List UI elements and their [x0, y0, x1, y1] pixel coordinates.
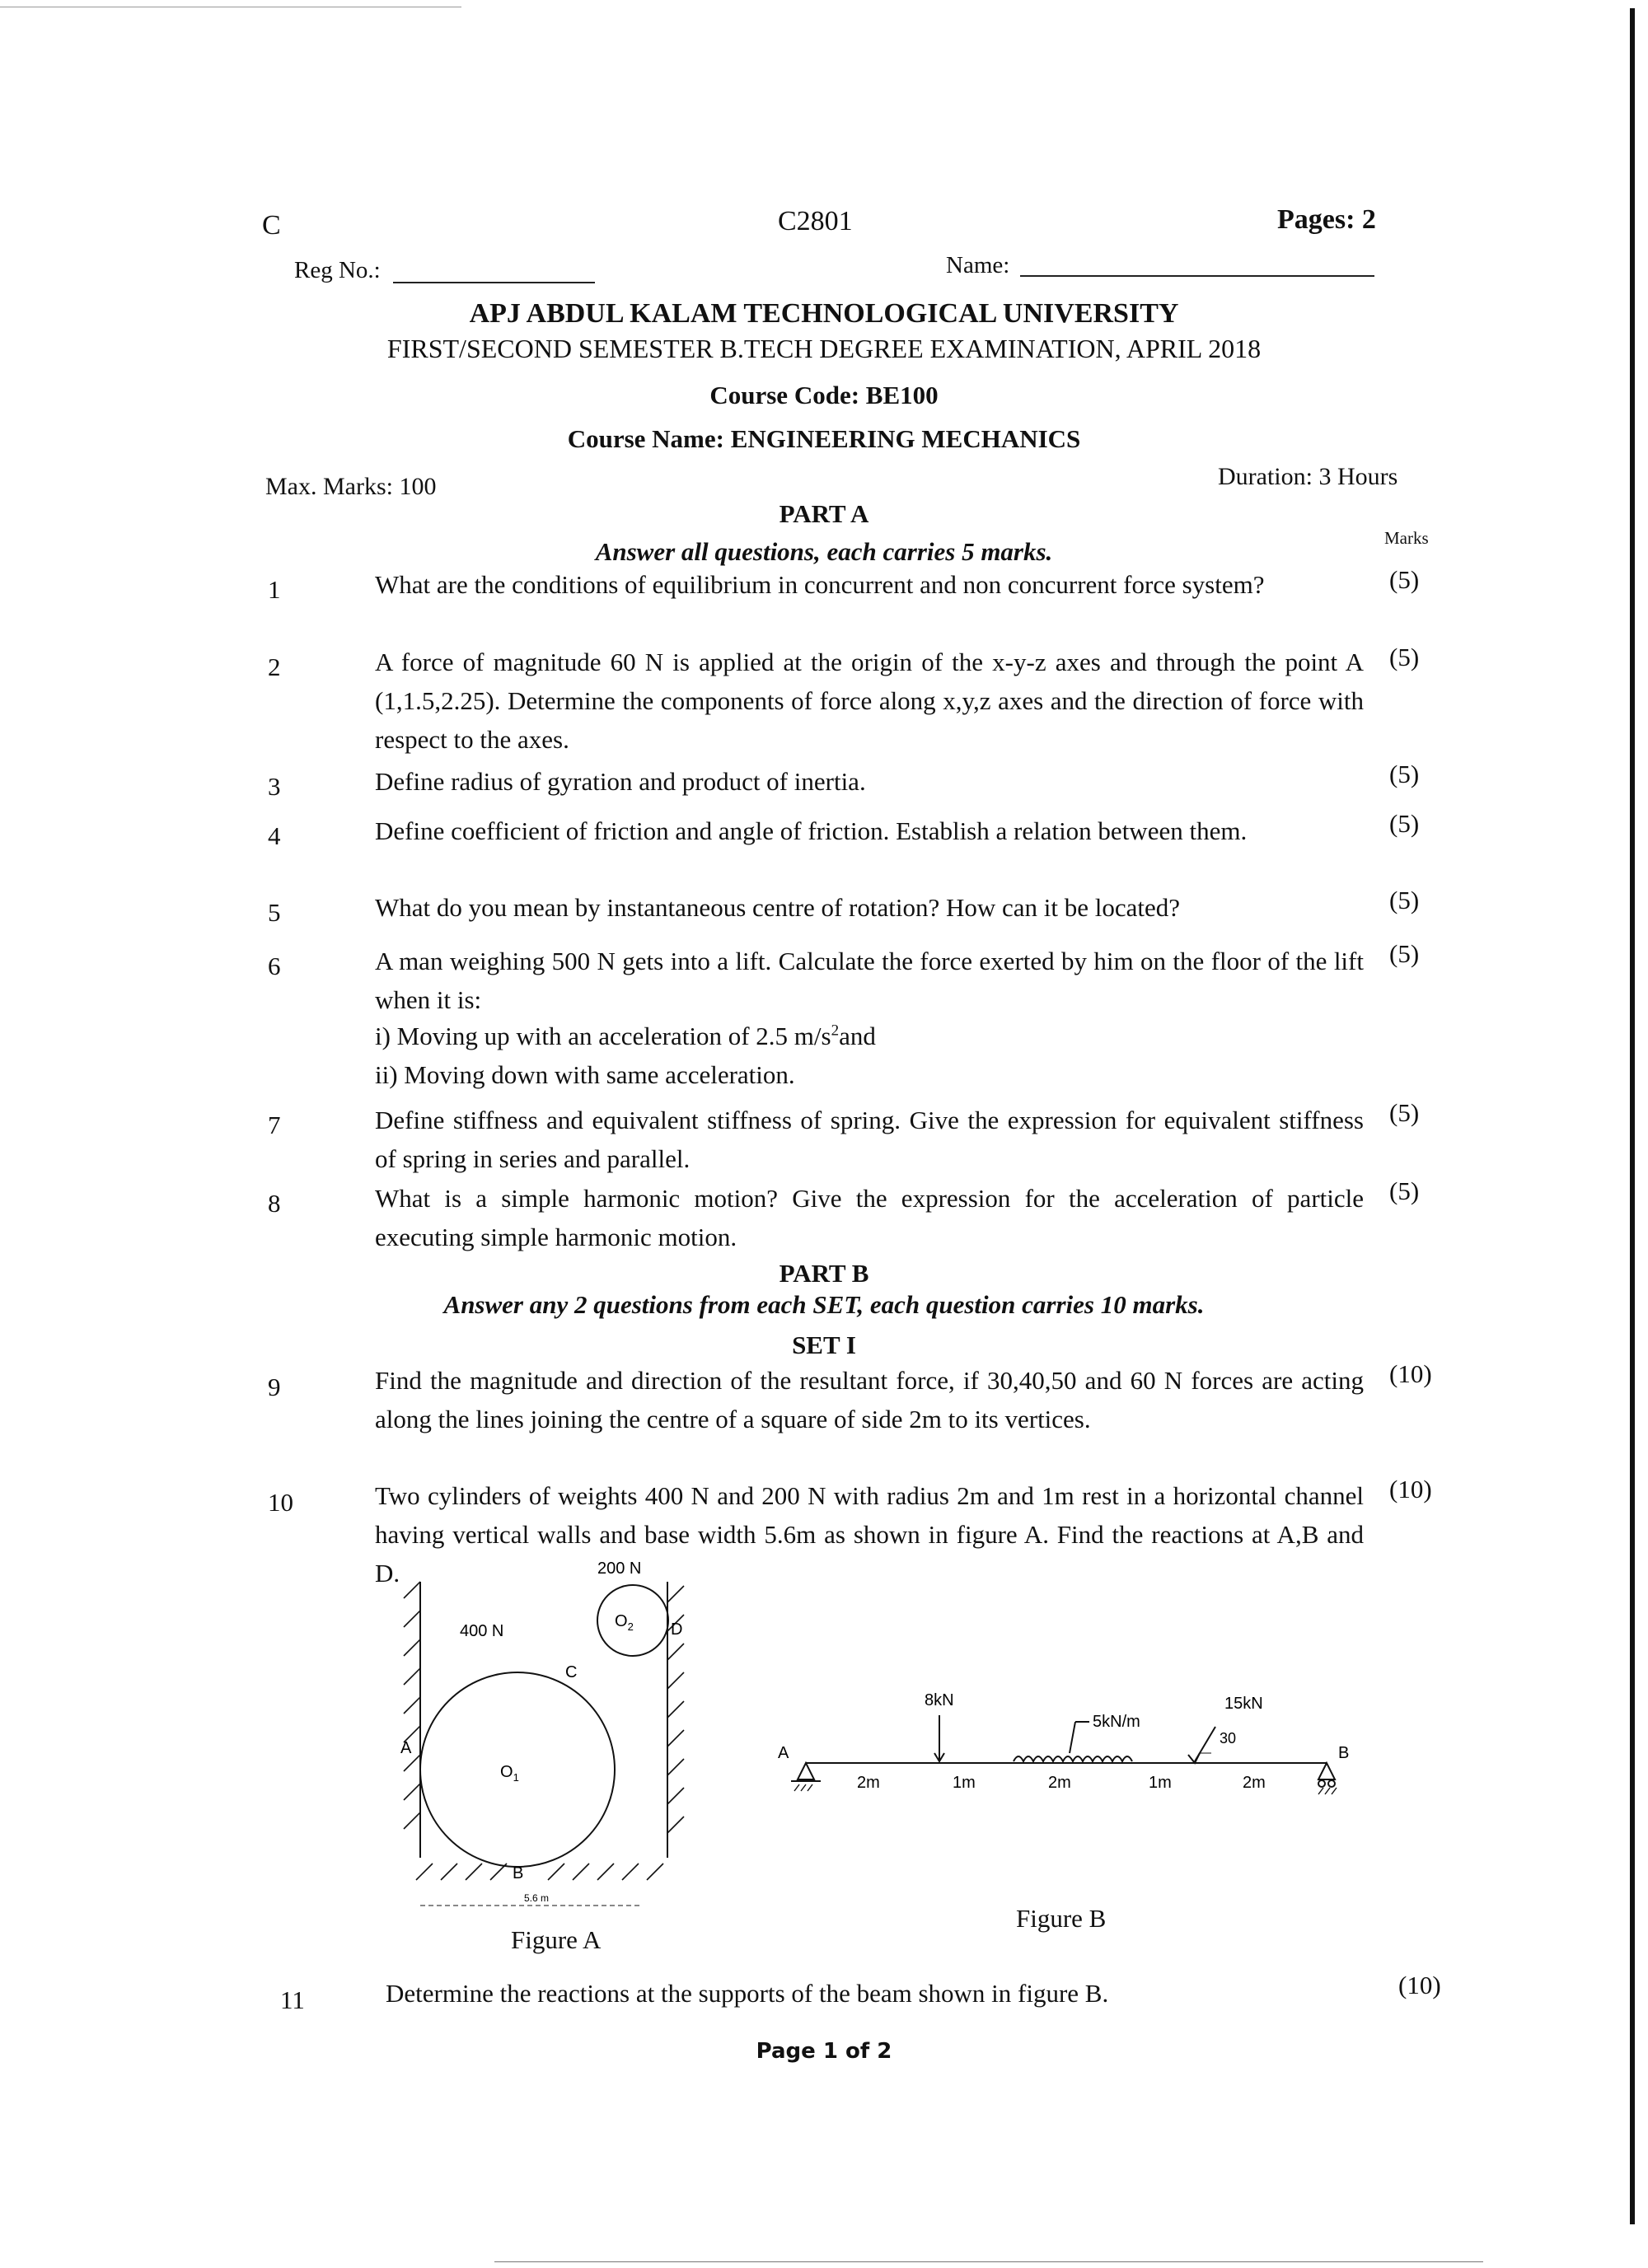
- part-b-heading: PART B: [779, 1259, 869, 1288]
- fig-b-span: 2m: [1243, 1774, 1266, 1792]
- fig-a-o2: $O_2$: [615, 1612, 634, 1633]
- fig-b-span: 2m: [1048, 1774, 1071, 1792]
- fig-a-point-b: B: [513, 1864, 524, 1882]
- fig-b-load-8kn: 8kN: [925, 1691, 954, 1709]
- fig-a-width: 5.6 m: [524, 1892, 550, 1904]
- fig-b-udl: 5kN/m: [1093, 1713, 1140, 1731]
- question-text: What do you mean by instantaneous centre of rotation? How can it be located?: [375, 893, 1181, 922]
- page-number: Page 1 of 2: [756, 2039, 892, 2064]
- duration: Duration: 3 Hours: [1218, 463, 1398, 490]
- question-number: 7: [268, 1111, 281, 1139]
- question-number: 8: [268, 1189, 281, 1218]
- fig-b-point-b: B: [1338, 1744, 1350, 1762]
- max-marks: Max. Marks: 100: [265, 473, 437, 500]
- university-name: APJ ABDUL KALAM TECHNOLOGICAL UNIVERSITY: [469, 298, 1179, 329]
- question-text: What is a simple harmonic motion? Give the expression for the acceleration of particle executing simple harmonic motion.: [375, 1184, 1364, 1251]
- question-marks: (5): [1389, 643, 1420, 671]
- question-marks: (5): [1389, 939, 1420, 968]
- question-marks: (5): [1389, 1176, 1420, 1205]
- question-marks: (10): [1398, 1971, 1441, 1999]
- question-text: Define radius of gyration and product of inertia.: [375, 767, 866, 796]
- name-field[interactable]: [1020, 275, 1374, 277]
- question-number: 4: [268, 821, 281, 850]
- pages-count: Pages: 2: [1277, 204, 1376, 235]
- figure-a-caption: Figure A: [511, 1925, 602, 1954]
- question-text: A force of magnitude 60 N is applied at the origin of the x-y-z axes and through the point A (1,1.5,2.25). Determine the components of force along x,y,z axes and the direction of force with respect to the axes.: [375, 648, 1364, 754]
- fig-a-o1: $O_1$: [500, 1763, 519, 1784]
- question-marks: (5): [1389, 565, 1420, 594]
- fig-a-point-c: C: [565, 1663, 578, 1681]
- course-name: Course Name: ENGINEERING MECHANICS: [567, 424, 1081, 453]
- bottom-rule: [494, 2261, 1483, 2262]
- fig-a-point-a: A: [400, 1739, 412, 1757]
- part-b-instruction: Answer any 2 questions from each SET, each question carries 10 marks.: [443, 1290, 1205, 1319]
- part-a-instruction: Answer all questions, each carries 5 marks.: [595, 537, 1053, 566]
- fig-a-load-400: 400 N: [460, 1622, 504, 1640]
- reg-no-field[interactable]: [393, 282, 595, 283]
- question-number: 10: [268, 1488, 293, 1517]
- question-subpart: i) Moving up with an acceleration of 2.5 $m/s^2and$: [375, 1022, 876, 1050]
- reg-no-label: Reg No.:: [294, 257, 381, 283]
- question-text: Two cylinders of weights 400 N and 200 N with radius 2m and 1m rest in a horizontal channel having vertical walls and base width 5.6m as shown in figure A. Find the reactions at A,B and D.: [375, 1481, 1364, 1588]
- question-number: 5: [268, 898, 281, 927]
- question-number: 3: [268, 772, 281, 801]
- marks-column-label: Marks: [1384, 528, 1429, 548]
- question-marks: (10): [1389, 1359, 1432, 1388]
- question-text: Define stiffness and equivalent stiffness of spring. Give the expression for equivalent stiffness of spring in series and parallel.: [375, 1106, 1364, 1173]
- fig-a-point-d: D: [671, 1620, 683, 1639]
- question-marks: (10): [1389, 1475, 1432, 1503]
- fig-b-span: 1m: [953, 1774, 976, 1792]
- fig-b-point-a: A: [778, 1744, 789, 1762]
- question-text: Define coefficient of friction and angle of friction. Establish a relation between them.: [375, 816, 1248, 845]
- question-number: 2: [268, 652, 281, 681]
- question-text: Determine the reactions at the supports of the beam shown in figure B.: [386, 1979, 1109, 2008]
- question-number: 1: [268, 575, 281, 604]
- question-subpart: ii) Moving down with same acceleration.: [375, 1060, 795, 1089]
- exam-name: FIRST/SECOND SEMESTER B.TECH DEGREE EXAMINATION, APRIL 2018: [386, 334, 1262, 363]
- question-text: A man weighing 500 N gets into a lift. Calculate the force exerted by him on the floor of the lift when it is:: [375, 947, 1364, 1014]
- fig-b-span: 1m: [1149, 1774, 1172, 1792]
- figure-a: [371, 1557, 733, 1920]
- fig-b-angle: 30: [1220, 1730, 1237, 1747]
- fig-b-span: 2m: [857, 1774, 880, 1792]
- course-code: Course Code: BE100: [709, 381, 939, 409]
- fig-a-load-200: 200 N: [597, 1560, 642, 1578]
- part-a-heading: PART A: [779, 499, 869, 528]
- name-label: Name:: [946, 252, 1010, 278]
- question-text: Find the magnitude and direction of the resultant force, if 30,40,50 and 60 N forces are acting along the lines joining the centre of a square of side 2m to its vertices.: [375, 1366, 1364, 1433]
- question-marks: (5): [1389, 809, 1420, 838]
- figure-b: [766, 1656, 1376, 1837]
- question-marks: (5): [1389, 886, 1420, 914]
- series-letter: C: [262, 210, 281, 241]
- question-number: 6: [268, 952, 281, 980]
- question-number: 11: [280, 1985, 305, 2014]
- question-marks: (5): [1389, 760, 1420, 788]
- question-number: 9: [268, 1372, 281, 1401]
- question-marks: (5): [1389, 1098, 1420, 1127]
- set-heading: SET I: [792, 1330, 856, 1359]
- fig-b-load-15kn: 15kN: [1224, 1695, 1263, 1713]
- figure-b-caption: Figure B: [1016, 1904, 1107, 1933]
- question-text: What are the conditions of equilibrium in concurrent and non concurrent force system?: [375, 570, 1265, 599]
- question-code: C2801: [778, 206, 853, 236]
